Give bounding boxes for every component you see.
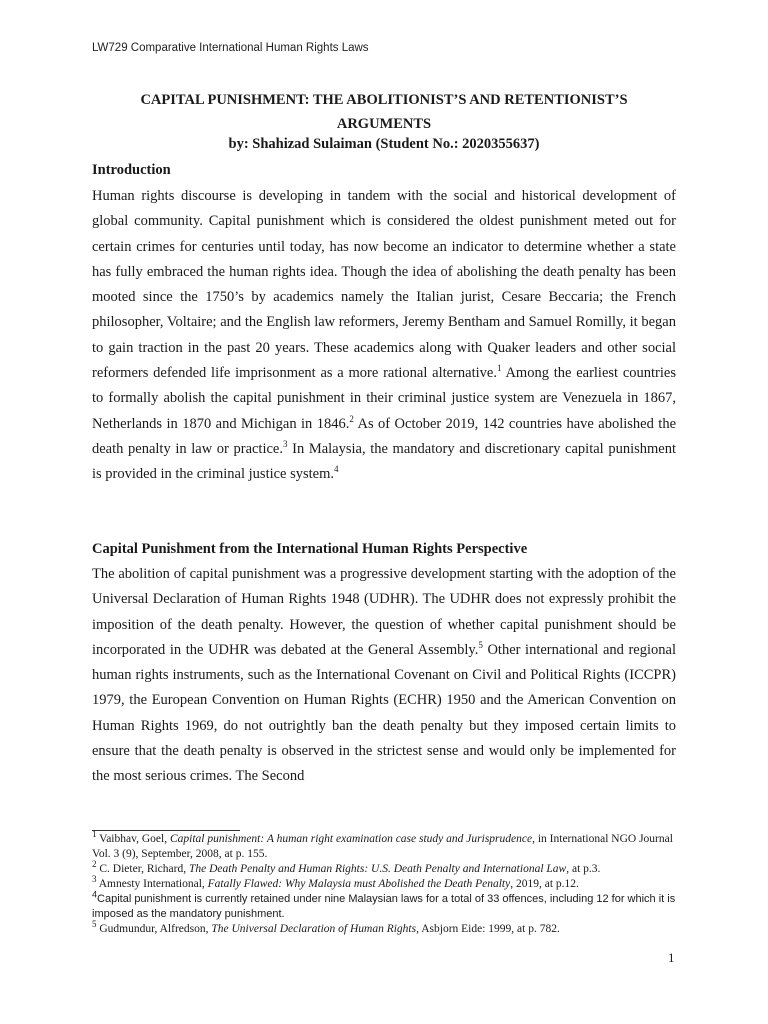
footnote-text: , at p.3. [566, 863, 601, 875]
footnote-5 [92, 919, 676, 937]
footnote-3 [92, 874, 676, 892]
page-number: 1 [668, 950, 675, 965]
intro-text-3: As of October 2019, 142 countries have abolished the death penalty in law or practice. [92, 415, 677, 457]
introduction-heading: Introduction [92, 162, 171, 178]
footnote-separator [92, 830, 240, 831]
footnote-number: 5 [92, 919, 97, 930]
footnote-text: Gudmundur, Alfredson, [96, 923, 212, 935]
section2-text-2: Other international and regional human rights instruments, such as the International Covenant on Civil and Political Rights (ICCPR) 1979, the European Convention on Human Rights (ECHR) 1950 and the American Convention on Human Rights 1969, do not outrightly ban the death penalty but they imposed certain limits to ensure that the death penalty is observed in the strictest sense and would only be implemented for the most serious crimes. The Second [92, 641, 676, 785]
author-byline: by: Shahizad Sulaiman (Student No.: 2020355637) [228, 136, 540, 152]
footnote-1 [92, 829, 676, 862]
footnote-4 [92, 889, 676, 922]
footnote-text: Amnesty International, [96, 878, 208, 890]
footnote-ref: 4 [334, 464, 339, 475]
footnote-title: Fatally Flawed: Why Malaysia must Abolished the Death Penalty [207, 878, 511, 890]
footnote-number: 3 [92, 874, 97, 885]
document-title: CAPITAL PUNISHMENT: THE ABOLITIONIST’S AND RETENTIONIST’S ARGUMENTS [140, 92, 628, 132]
footnote-text: C. Dieter, Richard, [96, 863, 189, 875]
section-heading-international: Capital Punishment from the International Human Rights Perspective [92, 541, 528, 557]
footnote-text: , 2019, at p.12. [510, 878, 579, 890]
intro-text-1: Human rights discourse is developing in tandem with the social and historical development of global community. Capital punishment which is considered the oldest punishment meted out for certain crimes for centuries until today, has now become an indicator to determine whether a state has fully embraced the human rights idea. Though the idea of abolishing the death penalty has been mooted since the 1750’s by academics namely the Italian jurist, Cesare Beccaria; the French philosopher, Voltaire; and the English law reformers, Jeremy Bentham and Samuel Romilly, it began to gain traction in the past 20 years. These academics along with Quaker leaders and other social reformers defended life imprisonment as a more rational alternative. [92, 188, 676, 382]
international-paragraph [92, 562, 676, 790]
footnote-number: 1 [92, 829, 97, 840]
footnote-2 [92, 859, 676, 877]
footnote-title: Capital punishment: A human right examination case study and Jurisprudence [169, 833, 533, 845]
introduction-paragraph [92, 184, 676, 488]
footnote-ref: 1 [496, 363, 502, 374]
footnote-text: , Asbjorn Eide: 1999, at p. 782. [416, 923, 560, 935]
footnotes [92, 829, 676, 937]
footnote-ref: 2 [349, 413, 354, 424]
intro-text-2: Among the earliest countries to formally abolish the capital punishment in their criminal justice system are Venezuela in 1867, Netherlands in 1870 and Michigan in 1846. [92, 365, 676, 432]
section2-text-1: The abolition of capital punishment was a progressive development starting with the adoption of the Universal Declaration of Human Rights 1948 (UDHR). The UDHR does not expressly prohibit the imposition of the death penalty. However, the question of whether capital punishment should be incorporated in the UDHR was debated at the General Assembly. [92, 566, 676, 658]
footnote-title: The Death Penalty and Human Rights: U.S. Death Penalty and International Law [188, 863, 567, 875]
footnote-text: Capital punishment is currently retained under nine Malaysian laws for a total of 33 offences, including 12 for which it is imposed as the mandatory punishment. [92, 893, 676, 920]
intro-text-4: In Malaysia, the mandatory and discretionary capital punishment is provided in the criminal justice system. [92, 440, 676, 483]
footnote-ref: 5 [478, 640, 483, 651]
footnote-text: , in International NGO Journal Vol. 3 (9), September, 2008, at p. 155. [92, 833, 673, 860]
footnote-number: 4 [92, 889, 98, 900]
footnote-ref: 3 [283, 439, 288, 450]
footnote-text: Vaibhav, Goel, [96, 833, 170, 845]
running-header: LW729 Comparative International Human Rights Laws [92, 42, 369, 54]
footnote-title: The Universal Declaration of Human Rights [211, 923, 417, 935]
footnote-number: 2 [92, 859, 97, 870]
